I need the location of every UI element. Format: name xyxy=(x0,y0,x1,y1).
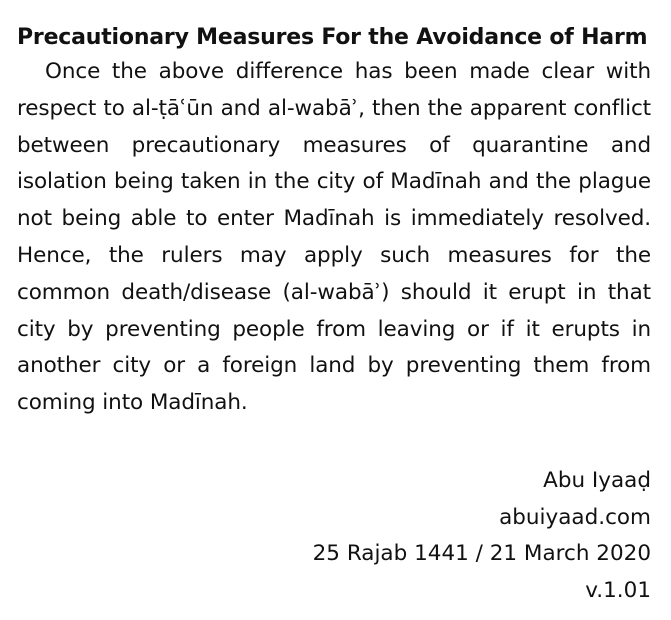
author-name: Abu Iyaaḍ xyxy=(543,468,651,493)
publish-date: 25 Rajab 1441 / 21 March 2020 xyxy=(312,541,651,566)
section-heading: Precautionary Measures For the Avoidance of Harm xyxy=(17,25,648,50)
body-paragraph: Once the above difference has been made clear with respect to al-ṭāʿūn and al-wabāʾ, then the apparent conflict between precautionary measures of quarantine and isolation being taken in the city of Madīnah and the plague not being able to enter Madīnah is immediately resolved. Hence, the rulers may apply such measures for the common death/disease (al-wabāʾ) should it erupt in that city by preventing people from leaving or if it erupts in another city or a foreign land by preventing them from coming into Madīnah. xyxy=(17,59,651,416)
website-text: abuiyaad.com xyxy=(499,504,651,530)
signature-block xyxy=(313,463,651,609)
version-label: v.1.01 xyxy=(585,577,651,603)
document-page xyxy=(17,22,651,422)
